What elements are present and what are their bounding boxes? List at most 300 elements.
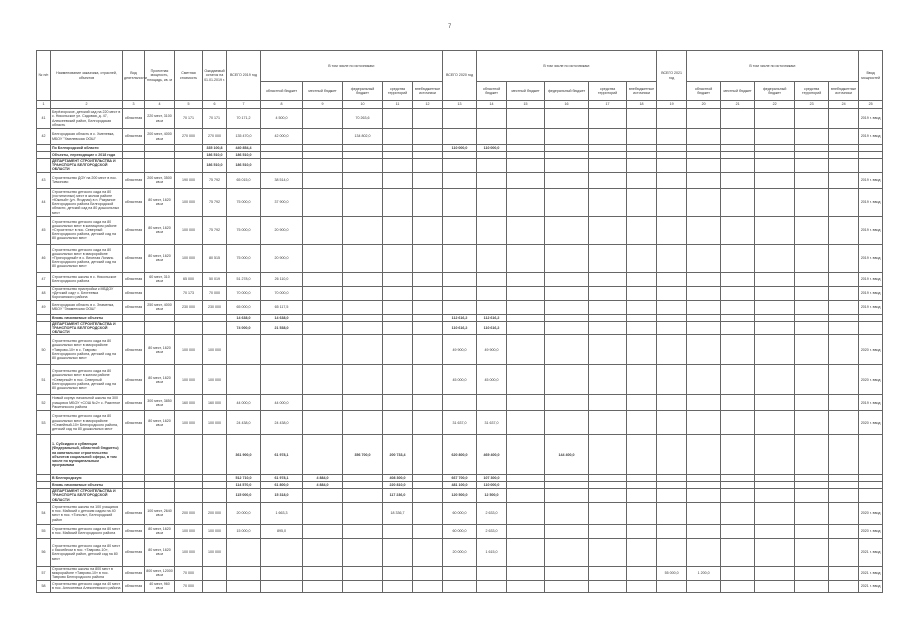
source-2021 [795, 188, 829, 216]
source-2020 [589, 129, 627, 145]
estimated-cost: 200 000 [175, 502, 203, 524]
row-number: 45 [37, 216, 51, 244]
source-2019 [413, 395, 443, 411]
source-2019 [383, 286, 413, 300]
total-2020: 49 900,0 [443, 335, 477, 365]
source-2019 [413, 216, 443, 244]
source-2020 [507, 524, 545, 538]
source-2019 [413, 109, 443, 129]
source-2020: 1 615,0 [477, 538, 507, 566]
section-row [37, 475, 883, 482]
source-2020 [589, 159, 627, 173]
source-2019 [413, 159, 443, 173]
source-2020 [545, 109, 589, 129]
source-2020 [589, 216, 627, 244]
source-2021 [755, 566, 795, 580]
table-row [37, 411, 883, 435]
remaining-amount: 100 000 [203, 524, 227, 538]
total-2019: 20 000,0 [227, 502, 261, 524]
source-2021 [721, 502, 755, 524]
source-2019 [303, 300, 343, 314]
total-2021 [657, 129, 687, 145]
commissioning: 2020 г. ввод [859, 502, 883, 524]
source-2021 [829, 502, 859, 524]
column-number: 18 [627, 101, 657, 109]
source-2020 [627, 502, 657, 524]
remaining-amount: 270 000 [203, 129, 227, 145]
source-2021 [755, 321, 795, 335]
source-2019 [383, 411, 413, 435]
source-2020 [627, 524, 657, 538]
source-2020 [627, 482, 657, 489]
row-number [37, 321, 51, 335]
src-offbudget: внебюджетные источники [627, 82, 657, 101]
source-2019 [303, 580, 343, 592]
column-number: 8 [261, 101, 303, 109]
commissioning: 2019 г. ввод [859, 272, 883, 286]
source-2019: 200 733,4 [383, 435, 413, 475]
total-2021 [657, 145, 687, 152]
commissioning: 2019 г. ввод [859, 109, 883, 129]
source-2021 [755, 172, 795, 188]
src-local: местный бюджет [303, 82, 343, 101]
source-2020 [589, 109, 627, 129]
section-row [37, 489, 883, 503]
source-2021 [687, 321, 721, 335]
activity: областная [123, 286, 145, 300]
total-2021 [657, 475, 687, 482]
col-cost-header: Сметная стоимость [175, 51, 203, 101]
source-2019 [383, 538, 413, 566]
source-2020: 469 400,0 [477, 435, 507, 475]
section-row [37, 145, 883, 152]
source-2021 [687, 314, 721, 321]
capacity [145, 159, 175, 173]
table-row [37, 272, 883, 286]
table-row [37, 502, 883, 524]
source-2021 [755, 109, 795, 129]
source-2020 [507, 145, 545, 152]
remaining-amount: 186 510,0 [203, 159, 227, 173]
source-2021 [721, 435, 755, 475]
col-capacity-header: Проектная мощность, площадь, кв. м [145, 51, 175, 101]
source-2020 [545, 475, 589, 482]
source-2021 [755, 475, 795, 482]
source-2020 [545, 365, 589, 395]
object-name: Строительство детского сада на 80 дошкольных мест в микрорайоне «Семейный-10» Белгородского района, детский сад на 80 дошкольных мест [51, 411, 123, 435]
source-2019 [383, 159, 413, 173]
source-2019 [343, 159, 383, 173]
commissioning: 2019 г. ввод [859, 286, 883, 300]
source-2020 [507, 152, 545, 159]
source-2021 [829, 188, 859, 216]
source-2021 [755, 145, 795, 152]
commissioning: 2019 г. ввод [859, 172, 883, 188]
source-2021 [755, 502, 795, 524]
total-2019: 44 000,0 [227, 395, 261, 411]
total-2020 [443, 188, 477, 216]
source-2019 [383, 109, 413, 129]
source-2021 [829, 159, 859, 173]
source-2021 [829, 538, 859, 566]
estimated-cost: 230 000 [175, 300, 203, 314]
source-2019 [343, 244, 383, 272]
source-2021 [755, 435, 795, 475]
source-2019 [303, 538, 343, 566]
source-2021 [687, 244, 721, 272]
commissioning: 2019 г. ввод [859, 395, 883, 411]
total-2020: 60 000,0 [443, 524, 477, 538]
column-number: 16 [545, 101, 589, 109]
source-2020 [507, 566, 545, 580]
object-name: ДЕПАРТАМЕНТ СТРОИТЕЛЬСТВА И ТРАНСПОРТА БЕЛГОРОДСКОЙ ОБЛАСТИ [51, 489, 123, 503]
estimated-cost: 100 000 [175, 411, 203, 435]
source-2021 [829, 435, 859, 475]
total-2019: 75 000,0 [227, 216, 261, 244]
total-2021 [657, 580, 687, 592]
activity: областная [123, 411, 145, 435]
source-2020 [627, 395, 657, 411]
row-number: 54 [37, 502, 51, 524]
total-2020 [443, 395, 477, 411]
source-2021 [721, 300, 755, 314]
source-2020 [627, 272, 657, 286]
source-2021 [795, 152, 829, 159]
estimated-cost [175, 159, 203, 173]
page-mark: 7 [448, 24, 452, 30]
commissioning: 2021 г. ввод [859, 566, 883, 580]
source-2019: 20 900,0 [261, 244, 303, 272]
total-2019: 15 000,0 [227, 524, 261, 538]
table-row [37, 335, 883, 365]
row-number: 46 [37, 244, 51, 272]
estimated-cost [175, 314, 203, 321]
estimated-cost: 160 000 [175, 395, 203, 411]
source-2019 [303, 286, 343, 300]
table-row [37, 172, 883, 188]
total-2020 [443, 566, 477, 580]
estimated-cost: 100 000 [175, 216, 203, 244]
row-number: 48 [37, 286, 51, 300]
source-2020 [477, 188, 507, 216]
total-2020: 31 637,0 [443, 411, 477, 435]
source-2021 [721, 109, 755, 129]
total-2021 [657, 159, 687, 173]
source-2019 [383, 524, 413, 538]
source-2021 [795, 109, 829, 129]
source-2019: 65 117,5 [261, 300, 303, 314]
capacity [145, 482, 175, 489]
source-2019 [413, 475, 443, 482]
source-2019 [413, 145, 443, 152]
source-2021 [795, 314, 829, 321]
column-number: 9 [303, 101, 343, 109]
total-2019: 135 470,0 [227, 129, 261, 145]
object-name: Строительство ДОУ на 200 мест в пос. Тимоново [51, 172, 123, 188]
column-number: 1 [37, 101, 51, 109]
total-2021 [657, 244, 687, 272]
capacity: 80 мест, 1620 кв.м [145, 411, 175, 435]
capacity: 60 мест, 310 кв.м [145, 272, 175, 286]
source-2021 [687, 129, 721, 145]
group-2020-header: В том числе по источникам: [477, 51, 657, 82]
total-2020 [443, 286, 477, 300]
group-2021-header: В том числе по источникам: [687, 51, 859, 82]
estimated-cost [175, 321, 203, 335]
source-2020 [477, 566, 507, 580]
source-2020 [545, 159, 589, 173]
source-2021 [687, 109, 721, 129]
object-name: ДЕПАРТАМЕНТ СТРОИТЕЛЬСТВА И ТРАНСПОРТА БЕЛГОРОДСКОЙ ОБЛАСТИ [51, 321, 123, 335]
total-2020: 60 000,0 [443, 502, 477, 524]
source-2019 [343, 489, 383, 503]
object-name: Белгородская область в с. Хмелевка, МБОУ "Хмелевская ООШ" [51, 129, 123, 145]
source-2020 [545, 314, 589, 321]
column-number: 11 [383, 101, 413, 109]
commissioning: 2021 г. ввод [859, 580, 883, 592]
total-2020 [443, 129, 477, 145]
capacity: 250 мест, 4000 кв.м [145, 300, 175, 314]
estimated-cost: 70 173 [175, 286, 203, 300]
column-number: 25 [859, 101, 883, 109]
source-2020 [589, 489, 627, 503]
column-number: 15 [507, 101, 545, 109]
source-2019 [413, 365, 443, 395]
source-2021 [755, 272, 795, 286]
source-2021 [795, 482, 829, 489]
source-2021 [795, 335, 829, 365]
source-2020 [507, 244, 545, 272]
source-2019 [383, 188, 413, 216]
source-2019 [383, 244, 413, 272]
col-activity-header: Вид деятельности [123, 51, 145, 101]
source-2020 [627, 286, 657, 300]
total-2020: 667 700,0 [443, 475, 477, 482]
estimated-cost [175, 489, 203, 503]
object-name: Строительство пристройки к МБДОУ «Детский сад» с. Бехтеевка Корочанского района [51, 286, 123, 300]
source-2019 [383, 145, 413, 152]
source-2020 [589, 172, 627, 188]
source-2019 [343, 502, 383, 524]
table-body [37, 109, 883, 593]
commissioning [859, 314, 883, 321]
source-2020 [627, 300, 657, 314]
object-name: Строительство детского сада на 80 мест в пос. Майский Белгородского района [51, 524, 123, 538]
section-row [37, 482, 883, 489]
capacity: 200 мест, 3500 кв.м [145, 172, 175, 188]
source-2021 [721, 244, 755, 272]
table-row [37, 216, 883, 244]
source-2021 [795, 489, 829, 503]
source-2020 [589, 580, 627, 592]
source-2019: 14 638,0 [261, 314, 303, 321]
estimated-cost [175, 152, 203, 159]
source-2021 [795, 580, 829, 592]
total-2020: 120 500,0 [443, 489, 477, 503]
source-2020 [627, 435, 657, 475]
capacity: 80 мест, 1620 кв.м [145, 244, 175, 272]
table-row [37, 129, 883, 145]
source-2020 [545, 272, 589, 286]
estimated-cost: 100 000 [175, 538, 203, 566]
object-name: Строительство школы на 800 мест в микрорайоне «Таврово-10» в пос. Таврово Белгородского района [51, 566, 123, 580]
remaining-amount: 100 000 [203, 538, 227, 566]
total-2020 [443, 580, 477, 592]
source-2019 [343, 152, 383, 159]
total-2020 [443, 159, 477, 173]
source-2021 [721, 524, 755, 538]
total-2021 [657, 502, 687, 524]
activity: областная [123, 335, 145, 365]
source-2021 [721, 321, 755, 335]
source-2021 [687, 286, 721, 300]
total-2019: 65 015,0 [227, 172, 261, 188]
source-2020 [627, 152, 657, 159]
source-2020 [589, 272, 627, 286]
source-2021 [795, 538, 829, 566]
column-number: 2 [51, 101, 123, 109]
source-2020 [507, 580, 545, 592]
source-2021 [795, 145, 829, 152]
source-2019 [383, 300, 413, 314]
remaining-amount [203, 435, 227, 475]
source-2021 [687, 435, 721, 475]
source-2020: 45 000,0 [477, 365, 507, 395]
source-2019 [343, 538, 383, 566]
source-2020 [507, 314, 545, 321]
capacity: 80 мест, 1620 кв.м [145, 524, 175, 538]
activity: областная [123, 272, 145, 286]
source-2020: 2 633,0 [477, 524, 507, 538]
object-name: Строительство детского сада на 80 (гостиничных) мест в жилом районе «Южный» (ул. Ягодная) в п. Разумное Белгородского района Белгородской области, детский сад на 80 дошкольных мест [51, 188, 123, 216]
source-2019 [413, 321, 443, 335]
source-2020 [507, 411, 545, 435]
row-number: 58 [37, 580, 51, 592]
source-2021 [755, 335, 795, 365]
commissioning [859, 482, 883, 489]
source-2019 [261, 580, 303, 592]
source-2021 [829, 566, 859, 580]
total-2021 [657, 411, 687, 435]
source-2021 [755, 244, 795, 272]
source-2020 [545, 411, 589, 435]
source-2021 [829, 475, 859, 482]
source-2021 [687, 300, 721, 314]
source-2021 [795, 411, 829, 435]
source-2019 [303, 159, 343, 173]
source-2021 [721, 395, 755, 411]
total-2019: 114 570,0 [227, 482, 261, 489]
source-2020 [507, 489, 545, 503]
total-2020: 481 100,0 [443, 482, 477, 489]
source-2019 [413, 172, 443, 188]
source-2019 [303, 109, 343, 129]
source-2020 [589, 244, 627, 272]
source-2019 [303, 145, 343, 152]
column-number: 17 [589, 101, 627, 109]
source-2020 [589, 314, 627, 321]
source-2019 [413, 482, 443, 489]
row-number: 49 [37, 300, 51, 314]
source-2019: 44 000,0 [261, 395, 303, 411]
source-2021 [829, 580, 859, 592]
source-2020 [477, 109, 507, 129]
source-2021 [687, 188, 721, 216]
remaining-amount [203, 489, 227, 503]
source-2021 [829, 314, 859, 321]
source-2021 [829, 524, 859, 538]
source-2019 [383, 216, 413, 244]
source-2019: 356 700,0 [343, 435, 383, 475]
row-number [37, 152, 51, 159]
source-2020 [627, 538, 657, 566]
source-2021 [721, 145, 755, 152]
object-name: Строительство детского сада на 80 дошкольных мест в микрорайоне «Таврово-10» в с. Таврово Белгородского района, детский сад на 80 дошкольных мест [51, 335, 123, 365]
source-2021 [721, 172, 755, 188]
total-2021 [657, 109, 687, 129]
remaining-amount: 100 000 [203, 335, 227, 365]
src-territories: средства территорий [589, 82, 627, 101]
capacity: 80 мест, 1620 кв.м [145, 538, 175, 566]
source-2021 [829, 335, 859, 365]
table-row [37, 566, 883, 580]
section-row [37, 435, 883, 475]
total-2020: 45 000,0 [443, 365, 477, 395]
capacity [145, 152, 175, 159]
source-2020 [545, 538, 589, 566]
table-row [37, 286, 883, 300]
source-2021 [687, 395, 721, 411]
total-2019: 361 900,0 [227, 435, 261, 475]
estimated-cost: 270 000 [175, 129, 203, 145]
activity: областная [123, 566, 145, 580]
source-2019 [261, 538, 303, 566]
source-2021 [721, 216, 755, 244]
estimated-cost: 100 000 [175, 524, 203, 538]
commissioning: 2019 г. ввод [859, 129, 883, 145]
source-2019 [413, 538, 443, 566]
source-2021 [829, 482, 859, 489]
source-2021 [687, 524, 721, 538]
source-2020 [589, 286, 627, 300]
source-2019 [413, 435, 443, 475]
remaining-amount: 80 515 [203, 244, 227, 272]
total-2021 [657, 489, 687, 503]
column-number: 14 [477, 101, 507, 109]
remaining-amount: 75 792 [203, 172, 227, 188]
row-number [37, 475, 51, 482]
column-number: 20 [687, 101, 721, 109]
source-2020 [589, 502, 627, 524]
source-2019 [303, 435, 343, 475]
source-2020 [477, 152, 507, 159]
source-2019 [383, 566, 413, 580]
source-2020 [477, 159, 507, 173]
activity [123, 152, 145, 159]
source-2020 [589, 300, 627, 314]
source-2019 [261, 145, 303, 152]
source-2019 [413, 411, 443, 435]
source-2021 [795, 365, 829, 395]
source-2019: 4 884,0 [303, 482, 343, 489]
source-2019: 70 000,0 [261, 286, 303, 300]
remaining-amount: 50 019 [203, 272, 227, 286]
source-2019 [413, 314, 443, 321]
source-2019 [303, 335, 343, 365]
source-2021 [721, 286, 755, 300]
table-row [37, 300, 883, 314]
commissioning: 2020 г. ввод [859, 411, 883, 435]
